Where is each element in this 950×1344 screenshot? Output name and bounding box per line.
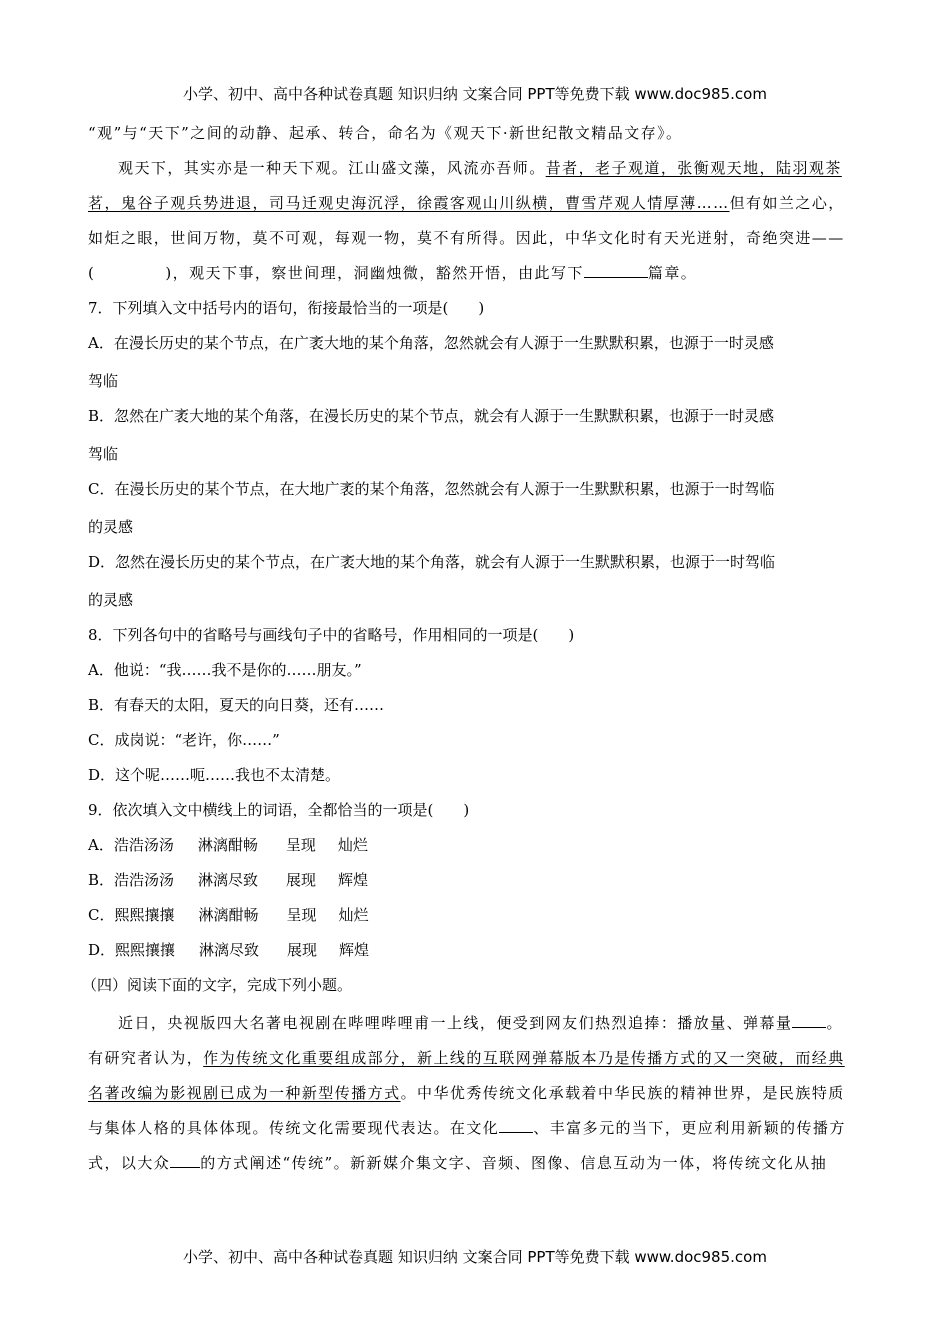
passage-text: 有研究者认为， bbox=[88, 1049, 204, 1067]
passage-line bbox=[88, 1117, 860, 1139]
passage-text: 。中华优秀传统文化承载着中华民族的精神世界，是民族特质 bbox=[400, 1084, 845, 1102]
bracket-open: ( bbox=[88, 264, 96, 282]
option-word: 展现 bbox=[287, 941, 318, 959]
underlined-sentence: 茗，鬼谷子观兵势进退，司马迁观史海沉浮，徐霞客观山川纵横，曹雪芹观人情厚薄…… bbox=[88, 194, 730, 212]
passage-text: 的方式阐述“传统”。新新媒介集文字、音频、图像、信息互动为一体，将传统文化从抽 bbox=[200, 1154, 828, 1172]
option-word: 淋漓尽致 bbox=[198, 871, 259, 889]
option-word: 辉煌 bbox=[338, 871, 369, 889]
passage-line bbox=[88, 1082, 860, 1104]
blank-line bbox=[584, 262, 648, 278]
question-9-option-d bbox=[88, 939, 860, 961]
passage-text: 式，以大众 bbox=[88, 1154, 171, 1172]
question-8-stem: 8．下列各句中的省略号与画线句子中的省略号，作用相同的一项是( ) bbox=[88, 626, 575, 644]
option-word: 淋漓酣畅 bbox=[198, 906, 259, 924]
passage-text: 。 bbox=[826, 1014, 843, 1032]
question-9-option-a bbox=[88, 834, 860, 856]
option-word: 辉煌 bbox=[339, 941, 370, 959]
option-word: 熙熙攘攘 bbox=[115, 941, 176, 959]
option-letter: A． bbox=[88, 836, 114, 854]
question-7-option-b: B．忽然在广袤大地的某个角落，在漫长历史的某个节点，就会有人源于一生默默积累，也源于一时灵感 bbox=[88, 407, 775, 425]
passage-line bbox=[88, 157, 860, 179]
option-word: 淋漓尽致 bbox=[199, 941, 260, 959]
option-word: 淋漓酣畅 bbox=[197, 836, 258, 854]
question-7-option-b-cont: 驾临 bbox=[88, 445, 119, 463]
passage-text: 篇章。 bbox=[647, 264, 698, 282]
question-7-stem: 7．下列填入文中括号内的语句，衔接最恰当的一项是( ) bbox=[88, 299, 485, 317]
passage-text: “观”与“天下”之间的动静、起承、转合，命名为《观天下·新世纪散文精品文存》。 bbox=[88, 124, 683, 142]
option-word: 展现 bbox=[286, 871, 317, 889]
option-word: 呈现 bbox=[286, 906, 317, 924]
passage-line bbox=[88, 227, 860, 249]
passage-text: 、丰富多元的当下，更应利用新颖的传播方 bbox=[533, 1119, 846, 1137]
option-word: 呈现 bbox=[285, 836, 316, 854]
passage-text: 但有如兰之心， bbox=[729, 194, 845, 212]
passage-line bbox=[88, 122, 860, 144]
passage-text: 观天下，其实亦是一种天下观。江山盛文藻，风流亦吾师。 bbox=[118, 159, 546, 177]
question-8-option-c: C．成岗说：“老许，你……” bbox=[88, 731, 280, 749]
question-7-option-a-cont: 驾临 bbox=[88, 372, 119, 390]
question-9-option-c bbox=[88, 904, 860, 926]
passage-line bbox=[88, 1012, 860, 1034]
passage-text: 近日，央视版四大名著电视剧在哔哩哔哩甫一上线，便受到网友们热烈追捧：播放量、弹幕量 bbox=[118, 1014, 793, 1032]
underlined-sentence: 昔者，老子观道，张衡观天地，陆羽观茶 bbox=[545, 159, 842, 177]
page-footer: 小学、初中、高中各种试卷真题 知识归纳 文案合同 PPT等免费下载 www.doc985.com bbox=[183, 1248, 767, 1266]
option-word: 熙熙攘攘 bbox=[114, 906, 175, 924]
option-word: 浩浩汤汤 bbox=[113, 836, 174, 854]
question-7-option-d-cont: 的灵感 bbox=[88, 591, 134, 609]
question-8-option-a: A．他说：“我……我不是你的……朋友。” bbox=[88, 661, 362, 679]
option-word: 浩浩汤汤 bbox=[114, 871, 175, 889]
underlined-sentence: 名著改编为影视剧已成为一种新型传播方式 bbox=[88, 1084, 401, 1102]
question-7-option-d: D．忽然在漫长历史的某个节点，在广袤大地的某个角落，就会有人源于一生默默积累，也源于一时驾临 bbox=[88, 553, 776, 571]
option-word: 灿烂 bbox=[337, 836, 368, 854]
option-letter: B． bbox=[88, 871, 115, 889]
page-header: 小学、初中、高中各种试卷真题 知识归纳 文案合同 PPT等免费下载 www.doc985.com bbox=[183, 85, 767, 103]
blank-line bbox=[792, 1012, 826, 1028]
passage-text: 如炬之眼，世间万物，莫不可观，每观一物，莫不有所得。因此，中华文化时有天光迸射，奇绝突进—— bbox=[88, 229, 845, 247]
passage-line bbox=[88, 192, 860, 214]
passage-line bbox=[88, 1047, 860, 1069]
option-letter: D． bbox=[88, 941, 116, 959]
option-word: 灿烂 bbox=[338, 906, 369, 924]
question-7-option-c-cont: 的灵感 bbox=[88, 518, 134, 536]
question-7-option-c: C．在漫长历史的某个节点，在大地广袤的某个角落，忽然就会有人源于一生默默积累，也源于一时驾临 bbox=[88, 480, 775, 498]
option-letter: C． bbox=[88, 906, 115, 924]
question-8-option-b: B．有春天的太阳，夏天的向日葵，还有…… bbox=[88, 696, 385, 714]
blank-line bbox=[170, 1152, 200, 1168]
passage-line bbox=[88, 262, 860, 284]
passage-line bbox=[88, 1152, 860, 1174]
question-7-option-a: A．在漫长历史的某个节点，在广袤大地的某个角落，忽然就会有人源于一生默默积累，也源于一时灵感 bbox=[88, 334, 774, 352]
question-8-option-d: D．这个呢……呃……我也不太清楚。 bbox=[88, 766, 341, 784]
document-body bbox=[82, 122, 860, 1187]
question-9-stem: 9．依次填入文中横线上的词语，全都恰当的一项是( ) bbox=[88, 801, 470, 819]
passage-text: 与集体人格的具体体现。传统文化需要现代表达。在文化 bbox=[88, 1119, 500, 1137]
underlined-sentence: 作为传统文化重要组成部分，新上线的互联网弹幕版本乃是传播方式的又一突破，而经典 bbox=[203, 1049, 845, 1067]
question-9-option-b bbox=[88, 869, 860, 891]
blank-line bbox=[499, 1117, 533, 1133]
section-4-title: （四）阅读下面的文字，完成下列小题。 bbox=[82, 976, 353, 994]
passage-text: )，观天下事，察世间理，洞幽烛微，豁然开悟，由此写下 bbox=[165, 264, 584, 282]
